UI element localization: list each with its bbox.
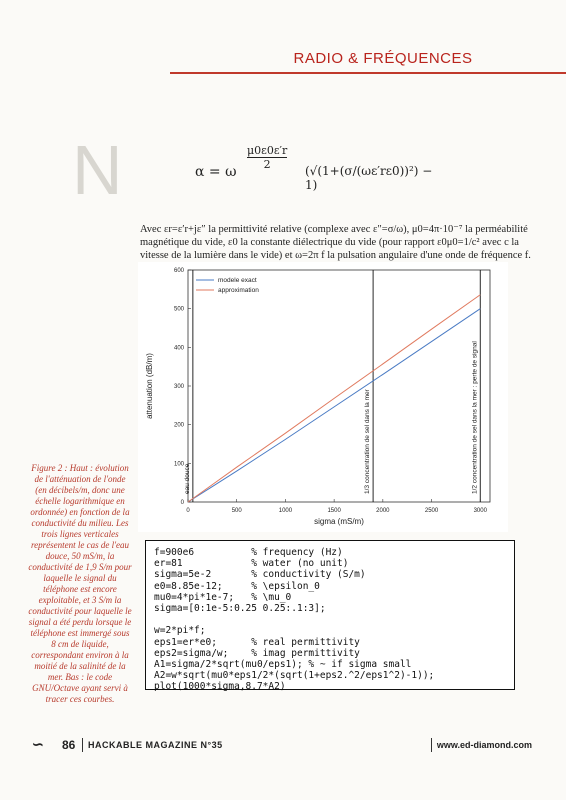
- magazine-name: HACKABLE MAGAZINE N°35: [88, 740, 223, 750]
- page-header-rule: [170, 72, 566, 74]
- body-paragraph: Avec εr=ε′r+jε″ la permittivité relative (complexe avec ε″=σ/ω), μ0=4π·10⁻⁷ la perméabilité magnétique du vide, ε0 la constante diélectrique du vide (pour rapport ε0μ0=1/c² avec c la vitesse de la lumière dans le vide) et ω=2π f la pulsation angulaire d'une onde de fréquence f.: [140, 223, 531, 261]
- y-axis-label: attenuation (dB/m): [145, 353, 154, 419]
- chart: [138, 262, 508, 532]
- plot-frame: [188, 270, 490, 502]
- x-tick-label: 1500: [327, 508, 341, 514]
- x-tick-label: 500: [231, 508, 242, 514]
- x-tick-label: 2500: [424, 508, 439, 514]
- website-url: www.ed-diamond.com: [436, 740, 532, 750]
- page-footer: [32, 738, 532, 754]
- vertical-marker-label: 1/3 concentration de sel dans la mer: [364, 389, 372, 494]
- x-tick-label: 0: [186, 508, 190, 514]
- page-header-title: RADIO & FRÉQUENCES: [293, 50, 473, 67]
- y-tick-label: 0: [180, 500, 184, 506]
- page-number: 86: [62, 738, 76, 752]
- y-tick-label: 200: [173, 422, 184, 429]
- figure-caption: Figure 2 : Haut : évolution de l'atténuation de l'onde (en décibels/m, donc une échelle logarithmique en ordonnée) en fonction de la conductivité du milieu. Les trois lignes verticales représentent le cas de l'eau douce, 50 mS/m, la conductivité de 1,9 S/m pour laquelle le signal du téléphone est encore exploitable, et 3 S/m la conductivité pour laquelle le signal a été perdu lorsque le téléphone est immergé sous 8 cm de liquide, correspondant environ à la moitié de la salinité de la mer. Bas : le code GNU/Octave ayant servi à tracer ces courbes.: [28, 463, 132, 704]
- x-tick-label: 1000: [278, 508, 293, 514]
- x-tick-label: 2000: [376, 508, 390, 514]
- y-tick-label: 100: [173, 461, 184, 468]
- swirl-icon: ∽: [32, 736, 44, 752]
- code-listing: f=900e6 % frequency (Hz) er=81 % water (no unit) sigma=5e-2 % conductivity (S/m) e0=8.85e-12; % \epsilon_0 mu0=4*pi*1e-7; % \mu_0 sigma=[0:1e-5:0.25 0.25:.1:3]; w=2*pi*f; eps1=er*e0; % real permittivity eps2=sigma/w; % imag permittivity A1=sigma/2*sqrt(mu0/eps1); % ~ if sigma small A2=w*sqrt(mu0*eps1/2*(sqrt(1+eps2.^2/eps1^2)-1)); plot(1000*sigma,8.7*A2): [145, 540, 515, 690]
- y-tick-label: 600: [173, 268, 184, 274]
- series-line: [188, 295, 480, 502]
- y-tick-label: 300: [173, 384, 184, 390]
- formula-rhs: (√(1+(σ/(ωε′rε0))²) − 1): [305, 164, 433, 192]
- formula-lhs: α = ω: [195, 164, 237, 180]
- attenuation-chart: [138, 262, 508, 532]
- vertical-marker-label: eau douce: [183, 463, 191, 494]
- footer-divider-left: [82, 738, 83, 752]
- footer-divider-right: [431, 738, 432, 752]
- y-tick-label: 500: [173, 306, 184, 313]
- x-axis-label: sigma (mS/m): [314, 517, 364, 526]
- y-tick-label: 400: [173, 345, 184, 352]
- formula-fraction: [247, 144, 287, 171]
- series-line: [188, 309, 480, 502]
- formula-denominator: 2: [247, 157, 287, 171]
- legend-label: modele exact: [218, 277, 257, 284]
- formula-numerator: μ0ε0ε′r: [247, 144, 288, 157]
- formula: [195, 142, 435, 202]
- x-tick-label: 3000: [473, 508, 487, 514]
- vertical-marker-label: 1/2 concentration de sel dans la mer : perte de signal: [471, 341, 479, 494]
- legend-label: approximation: [218, 287, 259, 294]
- ghost-drop-cap: N: [72, 131, 123, 209]
